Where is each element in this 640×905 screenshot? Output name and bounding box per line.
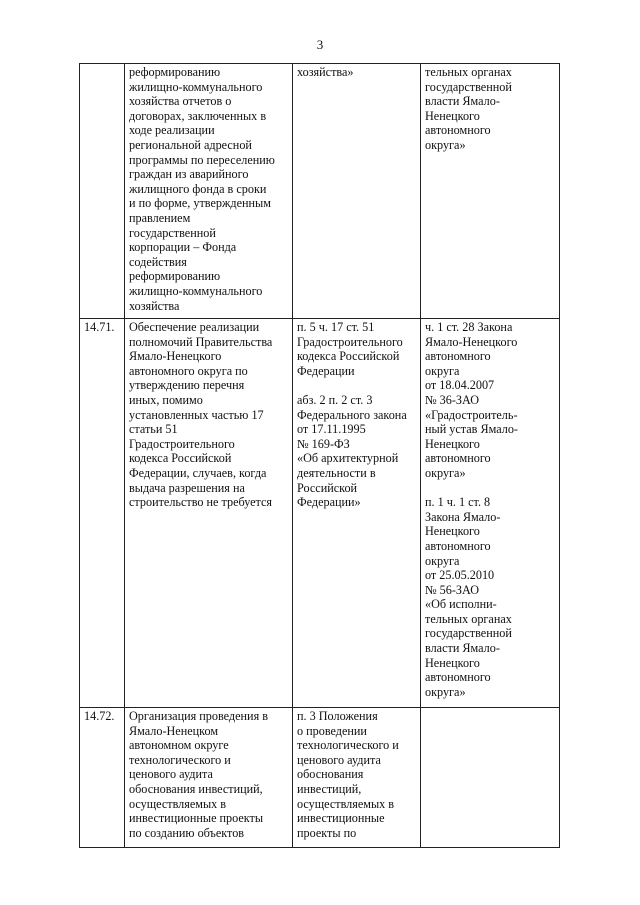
text-line: автономного	[425, 538, 491, 553]
regional-basis-cell	[421, 708, 560, 848]
text-line: граждан из аварийного	[129, 167, 249, 182]
text-line: установленных частью 17	[129, 407, 264, 422]
text-line: правлением	[129, 210, 191, 225]
text-line: Организация проведения в	[129, 709, 268, 723]
text-line: Ненецкого	[425, 524, 480, 539]
text-line: от 18.04.2007	[425, 378, 495, 393]
legal-table	[79, 63, 560, 848]
text-line: кодекса Российской	[129, 451, 232, 466]
text-line: Градостроительного	[129, 436, 235, 451]
text-line: округа»	[425, 137, 466, 152]
text-line: п. 1 ч. 1 ст. 8	[425, 495, 491, 510]
text-line: Закона Ямало-	[425, 509, 501, 524]
text-line: Федерации, случаев, когда	[129, 465, 267, 480]
text-line: округа	[425, 363, 460, 378]
text-line: тельных органах	[425, 611, 512, 626]
text-line: технологического и	[297, 738, 399, 753]
text-line: Ненецкого	[425, 108, 480, 123]
text-line: Федерального закона	[297, 407, 407, 422]
description-cell	[125, 64, 293, 319]
text-line: тельных органах	[425, 65, 512, 79]
text-line: содействия	[129, 254, 187, 269]
text-line: государственной	[129, 225, 216, 240]
text-line: абз. 2 п. 2 ст. 3	[297, 392, 373, 407]
text-line: автономного	[425, 123, 491, 138]
text-line: по созданию объектов	[129, 825, 245, 840]
text-line: ный устав Ямало-	[425, 422, 518, 437]
text-line: автономного	[425, 349, 491, 364]
row-number-cell	[80, 708, 125, 848]
text-line: «Градостроитель-	[425, 407, 518, 422]
text-line: обоснования	[297, 767, 364, 782]
table-row	[80, 64, 560, 319]
text-line: программы по переселению	[129, 152, 275, 167]
table-row	[80, 708, 560, 848]
text-line: № 169-ФЗ	[297, 436, 350, 451]
paragraph-gap	[297, 378, 416, 393]
text-line: жилищно-коммунального	[129, 79, 263, 94]
text-line: проекты по	[297, 825, 357, 840]
text-line: выдача разрешения на	[129, 480, 245, 495]
text-line: жилищно-коммунального	[129, 283, 263, 298]
text-line: округа	[425, 553, 460, 568]
text-line: инвестиций,	[297, 781, 362, 796]
text-line: договорах, заключенных в	[129, 108, 267, 123]
text-line: ходе реализации	[129, 123, 215, 138]
text-line: хозяйства отчетов о	[129, 94, 232, 109]
text-line: Ненецкого	[425, 436, 480, 451]
text-line: полномочий Правительства	[129, 334, 273, 349]
text-line: ценового аудита	[129, 767, 213, 782]
text-line: автономного	[425, 670, 491, 685]
text-line: государственной	[425, 79, 512, 94]
text-line: № 36-ЗАО	[425, 392, 480, 407]
text-line: п. 5 ч. 17 ст. 51	[297, 320, 375, 334]
row-number-cell	[80, 64, 125, 319]
text-line: власти Ямало-	[425, 94, 500, 109]
text-line: автономного округа по	[129, 363, 248, 378]
text-line: «Об архитектурной	[297, 451, 399, 466]
text-line: Обеспечение реализации	[129, 320, 260, 334]
text-line: Федерации»	[297, 495, 361, 510]
text-line: статьи 51	[129, 422, 178, 437]
paragraph-gap	[425, 481, 555, 496]
text-line: утверждению перечня	[129, 378, 245, 393]
text-line: Федерации	[297, 363, 355, 378]
text-line: ч. 1 ст. 28 Закона	[425, 320, 513, 334]
text-line: автономном округе	[129, 738, 229, 753]
row-number: 14.71.	[84, 320, 115, 334]
text-line: государственной	[425, 626, 512, 641]
text-line: и по форме, утвержденным	[129, 196, 271, 211]
text-line: строительство не требуется	[129, 495, 273, 510]
text-line: округа»	[425, 684, 466, 699]
text-line: ценового аудита	[297, 752, 381, 767]
text-line: «Об исполни-	[425, 597, 497, 612]
text-line: хозяйства	[129, 298, 180, 313]
text-line: обоснования инвестиций,	[129, 781, 263, 796]
text-line: Ненецкого	[425, 655, 480, 670]
text-line: деятельности в	[297, 465, 376, 480]
row-number-cell	[80, 319, 125, 708]
text-line: региональной адресной	[129, 137, 252, 152]
page-number: 3	[316, 37, 324, 52]
text-line: реформированию	[129, 269, 221, 284]
text-line: власти Ямало-	[425, 641, 500, 656]
text-line: корпорации – Фонда	[129, 240, 237, 255]
text-line: реформированию	[129, 65, 221, 79]
text-line: жилищного фонда в сроки	[129, 181, 267, 196]
federal-basis-cell	[293, 708, 421, 848]
federal-basis-cell	[293, 64, 421, 319]
text-line: автономного	[425, 451, 491, 466]
text-line: Ямало-Ненецкого	[129, 349, 222, 364]
text-line: от 25.05.2010	[425, 568, 495, 583]
regional-basis-cell	[421, 319, 560, 708]
regional-basis-cell	[421, 64, 560, 319]
text-line: инвестиционные проекты	[129, 811, 264, 826]
text-line: № 56-ЗАО	[425, 582, 480, 597]
text-line: технологического и	[129, 752, 231, 767]
table-row	[80, 319, 560, 708]
row-number: 14.72.	[84, 709, 115, 723]
text-line: хозяйства»	[297, 65, 354, 79]
description-cell	[125, 708, 293, 848]
description-cell	[125, 319, 293, 708]
text-line: округа»	[425, 465, 466, 480]
text-line: иных, помимо	[129, 392, 203, 407]
text-line: Российской	[297, 480, 358, 495]
text-line: Ямало-Ненецкого	[425, 334, 518, 349]
text-line: от 17.11.1995	[297, 422, 366, 437]
text-line: о проведении	[297, 723, 367, 738]
text-line: Градостроительного	[297, 334, 403, 349]
text-line: осуществляемых в	[297, 796, 395, 811]
federal-basis-cell	[293, 319, 421, 708]
text-line: инвестиционные	[297, 811, 385, 826]
text-line: кодекса Российской	[297, 349, 400, 364]
text-line: Ямало-Ненецком	[129, 723, 219, 738]
text-line: п. 3 Положения	[297, 709, 378, 723]
text-line: осуществляемых в	[129, 796, 227, 811]
